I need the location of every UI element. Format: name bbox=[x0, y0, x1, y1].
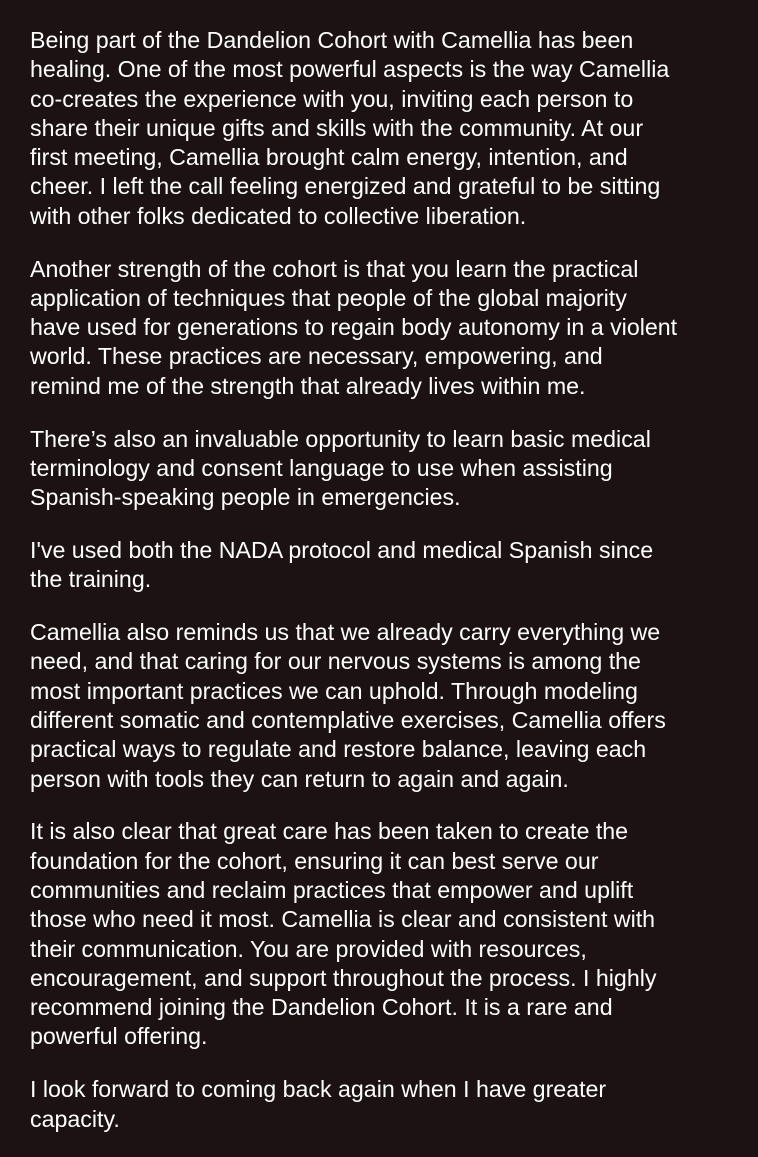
text-line: powerful offering. bbox=[30, 1023, 208, 1050]
text-line: encouragement, and support throughout the process. I highly bbox=[30, 964, 657, 991]
text-line: need, and that caring for our nervous systems is among the bbox=[30, 648, 641, 675]
text-line: cheer. I left the call feeling energized and grateful to be sitting bbox=[30, 173, 661, 200]
text-line: It is also clear that great care has been taken to create the bbox=[30, 818, 629, 845]
text-line: different somatic and contemplative exercises, Camellia offers bbox=[30, 706, 666, 733]
text-line: Camellia also reminds us that we already carry everything we bbox=[30, 619, 661, 646]
paragraph-closing bbox=[30, 1075, 738, 1134]
paragraph-nada-protocol bbox=[30, 536, 738, 595]
text-line: their communication. You are provided with resources, bbox=[30, 935, 587, 962]
testimonial-text bbox=[30, 26, 738, 1157]
text-line: with other folks dedicated to collective liberation. bbox=[30, 202, 527, 229]
text-line: most important practices we can uphold. Through modeling bbox=[30, 677, 638, 704]
text-line: Another strength of the cohort is that you learn the practical bbox=[30, 255, 639, 282]
text-line: foundation for the cohort, ensuring it can best serve our bbox=[30, 847, 599, 874]
text-line: share their unique gifts and skills with the community. At our bbox=[30, 114, 644, 141]
paragraph-medical-spanish bbox=[30, 425, 738, 513]
text-line: terminology and consent language to use when assisting bbox=[30, 454, 613, 481]
text-line: communities and reclaim practices that empower and uplift bbox=[30, 876, 634, 903]
text-line: first meeting, Camellia brought calm energy, intention, and bbox=[30, 144, 628, 171]
text-line: world. These practices are necessary, empowering, and bbox=[30, 343, 603, 370]
paragraph-nervous-systems bbox=[30, 618, 738, 794]
text-line: Being part of the Dandelion Cohort with Camellia has been bbox=[30, 27, 634, 53]
text-line: application of techniques that people of the global majority bbox=[30, 284, 627, 311]
text-line: There’s also an invaluable opportunity to learn basic medical bbox=[30, 425, 651, 452]
text-line: the training. bbox=[30, 566, 152, 593]
text-line: have used for generations to regain body autonomy in a violent bbox=[30, 314, 678, 341]
text-line: healing. One of the most powerful aspects is the way Camellia bbox=[30, 56, 670, 83]
text-line: Spanish-speaking people in emergencies. bbox=[30, 484, 461, 511]
text-line: remind me of the strength that already lives within me. bbox=[30, 372, 586, 399]
text-line: practical ways to regulate and restore balance, leaving each bbox=[30, 736, 647, 763]
text-line: capacity. bbox=[30, 1105, 120, 1132]
text-line: person with tools they can return to again and again. bbox=[30, 765, 569, 792]
text-line: co-creates the experience with you, inviting each person to bbox=[30, 85, 634, 112]
text-line: those who need it most. Camellia is clear and consistent with bbox=[30, 906, 656, 933]
text-line: I've used both the NADA protocol and medical Spanish since bbox=[30, 536, 654, 563]
paragraph-practical-techniques bbox=[30, 255, 738, 401]
paragraph-great-care bbox=[30, 817, 738, 1051]
paragraph-cohort-healing bbox=[30, 26, 738, 231]
text-line: I look forward to coming back again when I have greater bbox=[30, 1076, 607, 1103]
text-line: recommend joining the Dandelion Cohort. It is a rare and bbox=[30, 994, 613, 1021]
